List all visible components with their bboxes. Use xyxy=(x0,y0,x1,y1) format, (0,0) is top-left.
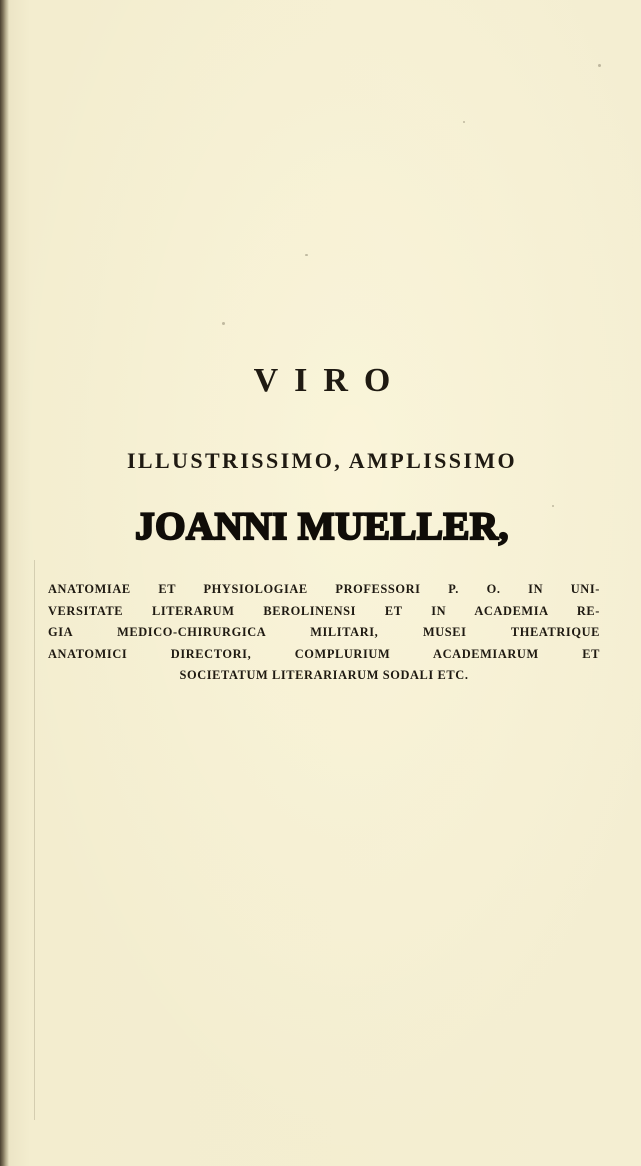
dedicatee-name: JOANNI MUELLER, xyxy=(135,505,509,548)
dedicatee-titles xyxy=(48,579,600,687)
dedication-block xyxy=(32,0,612,1166)
titles-line: GIA MEDICO-CHIRURGICA MILITARI, MUSEI THEATRIQUE xyxy=(48,625,600,640)
titles-line: ANATOMICI DIRECTORI, COMPLURIUM ACADEMIARUM ET xyxy=(48,646,600,661)
titles-line: ANATOMIAE ET PHYSIOLOGIAE PROFESSORI P. O. IN UNI- xyxy=(48,582,600,596)
book-spine-edge xyxy=(0,0,9,1166)
dedication-epithets: ILLUSTRISSIMO, AMPLISSIMO xyxy=(126,448,518,473)
dedication-heading: VIRO xyxy=(253,362,407,399)
titles-line: VERSITATE LITERARUM BEROLINENSI ET IN ACADEMIA RE- xyxy=(48,603,600,618)
titles-line-last: SOCIETATUM LITERARIARUM SODALI ETC. xyxy=(179,668,469,683)
